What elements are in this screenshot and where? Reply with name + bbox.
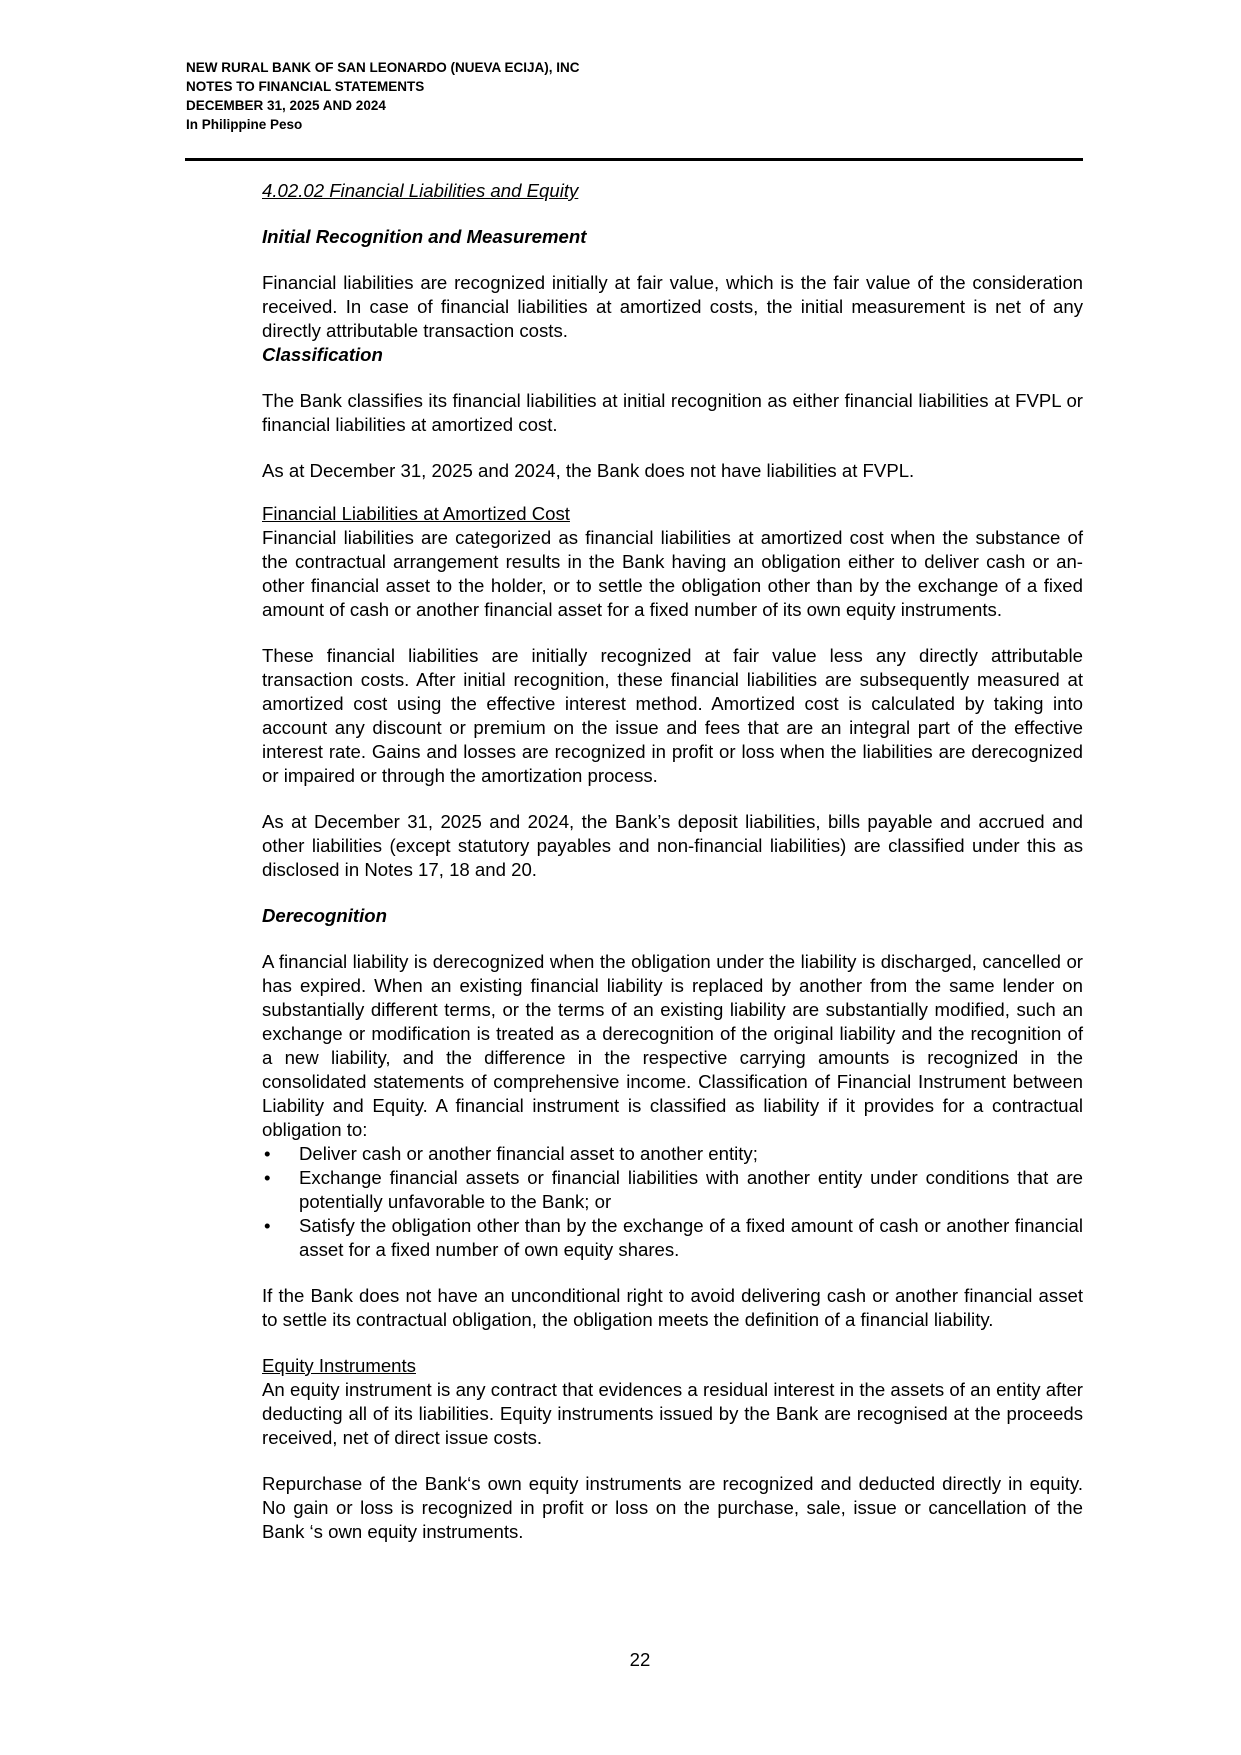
bullet-icon: • [264, 1143, 271, 1164]
bullet-icon: • [264, 1215, 271, 1236]
list-item: • Exchange financial assets or financial liabilities with another entity under conditions that are potentially unfavorable to the Bank; or [264, 1167, 1083, 1212]
derecognition-paragraph: A financial liability is derecognized when the obligation under the liability is discharged, cancelled or has expired. When an existing financial liability is replaced by another from the same lender on substantially different terms, or the terms of an existing liability are substantially modified, such an exchange or modification is treated as a derecognition of the original liability and the recognition of a new liability, and the difference in the respective carrying amounts is recognized in the consolidated statements of comprehensive income. Classification of Financial Instrument between Liability and Equity. A financial instrument is classified as liability if it provides for a contractual obligation to: [262, 951, 1083, 1140]
bullet-icon: • [264, 1167, 271, 1188]
amortized-cost-paragraph-3: As at December 31, 2025 and 2024, the Bank’s deposit liabilities, bills payable and accrued and other liabilities (except statutory payables and non-financial liabilities) are classified under this as disclosed in Notes 17, 18 and 20. [262, 811, 1083, 880]
page-number: 22 [629, 1649, 651, 1670]
document-title: NOTES TO FINANCIAL STATEMENTS [186, 79, 425, 94]
amortized-cost-paragraph-2: These financial liabilities are initially recognized at fair value less any directly attributable transaction costs. After initial recognition, these financial liabilities are subsequently measured at amortized cost using the effective interest method. Amortized cost is calculated by taking into account any discount or premium on the issue and fees that are an integral part of the effective interest rate. Gains and losses are recognized in profit or loss when the liabilities are derecognized or impaired or through the amortization process. [262, 645, 1083, 786]
company-name: NEW RURAL BANK OF SAN LEONARDO (NUEVA ECIJA), INC [186, 60, 580, 75]
list-item: • Deliver cash or another financial asset to another entity; [264, 1143, 758, 1164]
document-date: DECEMBER 31, 2025 AND 2024 [186, 98, 386, 113]
derecognition-heading: Derecognition [262, 905, 387, 926]
amortized-cost-heading: Financial Liabilities at Amortized Cost [262, 503, 570, 524]
initial-recognition-heading: Initial Recognition and Measurement [262, 226, 587, 247]
equity-instruments-heading: Equity Instruments [262, 1355, 416, 1376]
classification-paragraph: The Bank classifies its financial liabilities at initial recognition as either financial liabilities at FVPL or financial liabilities at amortized cost. [262, 390, 1083, 435]
unconditional-right-paragraph: If the Bank does not have an unconditional right to avoid delivering cash or another financial asset to settle its contractual obligation, the obligation meets the definition of a financial liability. [262, 1285, 1083, 1330]
header-divider [185, 158, 1083, 161]
obligation-list [262, 1142, 1083, 1262]
equity-instruments-paragraph-1: An equity instrument is any contract that evidences a residual interest in the assets of an entity after deducting all of its liabilities. Equity instruments issued by the Bank are recognised at the proceeds received, net of direct issue costs. [262, 1379, 1083, 1448]
initial-recognition-paragraph: Financial liabilities are recognized initially at fair value, which is the fair value of the consideration received. In case of financial liabilities at amortized costs, the initial measurement is net of any directly attributable transaction costs. [262, 272, 1083, 341]
equity-instruments-paragraph-2: Repurchase of the Bank‘s own equity instruments are recognized and deducted directly in equity. No gain or loss is recognized in profit or loss on the purchase, sale, issue or cancellation of the Bank ‘s own equity instruments. [262, 1473, 1083, 1542]
list-item: • Satisfy the obligation other than by the exchange of a fixed amount of cash or another financial asset for a fixed number of own equity shares. [264, 1215, 1083, 1260]
amortized-cost-paragraph-1: Financial liabilities are categorized as financial liabilities at amortized cost when the substance of the contractual arrangement results in the Bank having an obligation either to deliver cash or an-other financial asset to the holder, or to settle the obligation other than by the exchange of a fixed amount of cash or another financial asset for a fixed number of its own equity instruments. [262, 527, 1083, 620]
section-title: 4.02.02 Financial Liabilities and Equity [262, 180, 579, 201]
currency-note: In Philippine Peso [186, 117, 303, 132]
fvpl-paragraph: As at December 31, 2025 and 2024, the Bank does not have liabilities at FVPL. [262, 460, 915, 481]
document-header [186, 58, 1086, 134]
document-body [262, 179, 1083, 1544]
classification-heading: Classification [262, 344, 383, 365]
